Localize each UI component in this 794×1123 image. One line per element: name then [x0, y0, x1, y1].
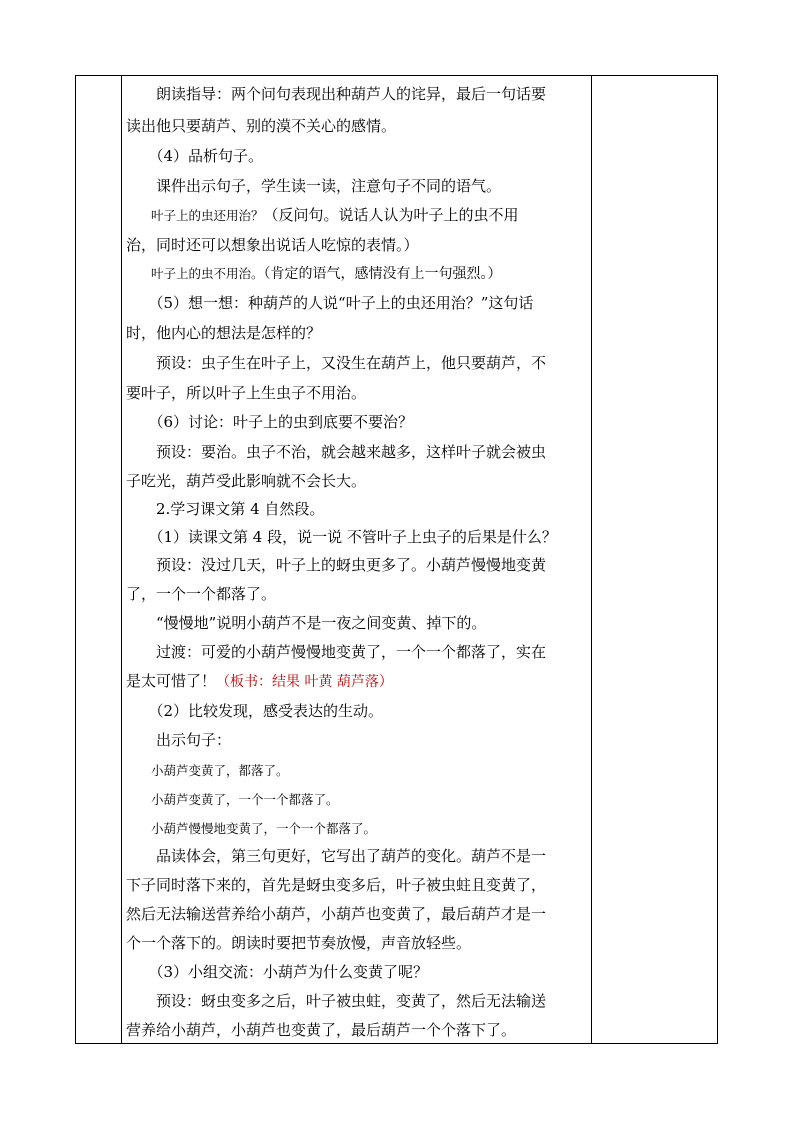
lesson-table	[75, 75, 718, 1044]
text-line	[126, 206, 519, 225]
text-line: （3）小组交流：小葫芦为什么变黄了呢？	[126, 963, 429, 981]
text-line: （6）讨论：叶子上的虫到底要不要治？	[126, 413, 414, 431]
text-line: 预设：蚜虫变多之后，叶子被虫蛀，变黄了，然后无法输送	[126, 992, 547, 1010]
text-line: 出示句子：	[126, 731, 232, 749]
text-line: 下子同时落下来的，首先是蚜虫变多后，叶子被虫蛀且变黄了，	[126, 876, 547, 894]
text-line: 预设：虫子生在叶子上，又没生在葫芦上，他只要葫芦，不	[126, 354, 547, 372]
text-line: 治，同时还可以想象出说话人吃惊的表情。）	[126, 236, 419, 254]
text-line: 读出他只要葫芦、别的漠不关心的感情。	[126, 117, 397, 135]
text-line: 2.学习课文第 4 自然段。	[126, 500, 325, 518]
sentence: 是太可惜了！	[126, 672, 217, 690]
example-sentence: 小葫芦慢慢地变黄了，一个一个都落了。	[126, 821, 377, 836]
example-sentence: 小葫芦变黄了，都落了。	[126, 763, 289, 778]
text-line: 预设：要治。虫子不治，就会越来越多，这样叶子就会被虫	[126, 443, 547, 461]
text-line: 时，他内心的想法是怎样的？	[126, 324, 322, 342]
text-line: （1）读课文第 4 段，说一说 不管叶子上虫子的后果是什么？	[126, 528, 557, 546]
text-line: 个一个落下的。朗读时要把节奏放慢，声音放轻些。	[126, 934, 472, 952]
text-line: 然后无法输送营养给小葫芦，小葫芦也变黄了，最后葫芦才是一	[126, 905, 547, 923]
column-divider-1	[121, 76, 122, 1043]
annotation: （肯定的语气，感情没有上一句强烈。）	[263, 266, 502, 282]
text-line: 预设：没过几天，叶子上的蚜虫更多了。小葫芦慢慢地变黄	[126, 556, 547, 574]
blackboard-note: （板书：结果 叶黄 葫芦落）	[216, 674, 393, 690]
text-line: （2）比较发现，感受表达的生动。	[126, 702, 384, 720]
example-sentence: 小葫芦变黄了，一个一个都落了。	[126, 792, 339, 807]
text-line: “慢慢地”说明小葫芦不是一夜之间变黄、掉下的。	[126, 614, 487, 632]
text-line: 品读体会，第三句更好，它写出了葫芦的变化。葫芦不是一	[126, 847, 547, 865]
text-line	[126, 264, 502, 283]
text-line	[126, 672, 393, 691]
annotation: （反问句。说话人认为叶子上的虫不用	[263, 206, 519, 224]
text-line: （4）品析句子。	[126, 147, 264, 165]
text-line: 要叶子，所以叶子上生虫子不用治。	[126, 384, 367, 402]
quoted-sentence: 叶子上的虫不用治。	[126, 266, 264, 281]
text-line: 子吃光，葫芦受此影响就不会长大。	[126, 472, 367, 490]
text-line: 课件出示句子，学生读一读，注意句子不同的语气。	[126, 177, 502, 195]
text-line: 营养给小葫芦，小葫芦也变黄了，最后葫芦一个个落下了。	[126, 1021, 517, 1039]
column-divider-2	[591, 76, 592, 1043]
text-line: 过渡：可爱的小葫芦慢慢地变黄了，一个一个都落了，实在	[126, 643, 547, 661]
text-line: （5）想一想：种葫芦的人说“叶子上的虫还用治？”这句话	[126, 294, 534, 312]
text-line: 了，一个一个都落了。	[126, 585, 277, 603]
text-line: 朗读指导：两个问句表现出种葫芦人的诧异，最后一句话要	[126, 85, 547, 103]
quoted-sentence: 叶子上的虫还用治？	[126, 208, 264, 223]
